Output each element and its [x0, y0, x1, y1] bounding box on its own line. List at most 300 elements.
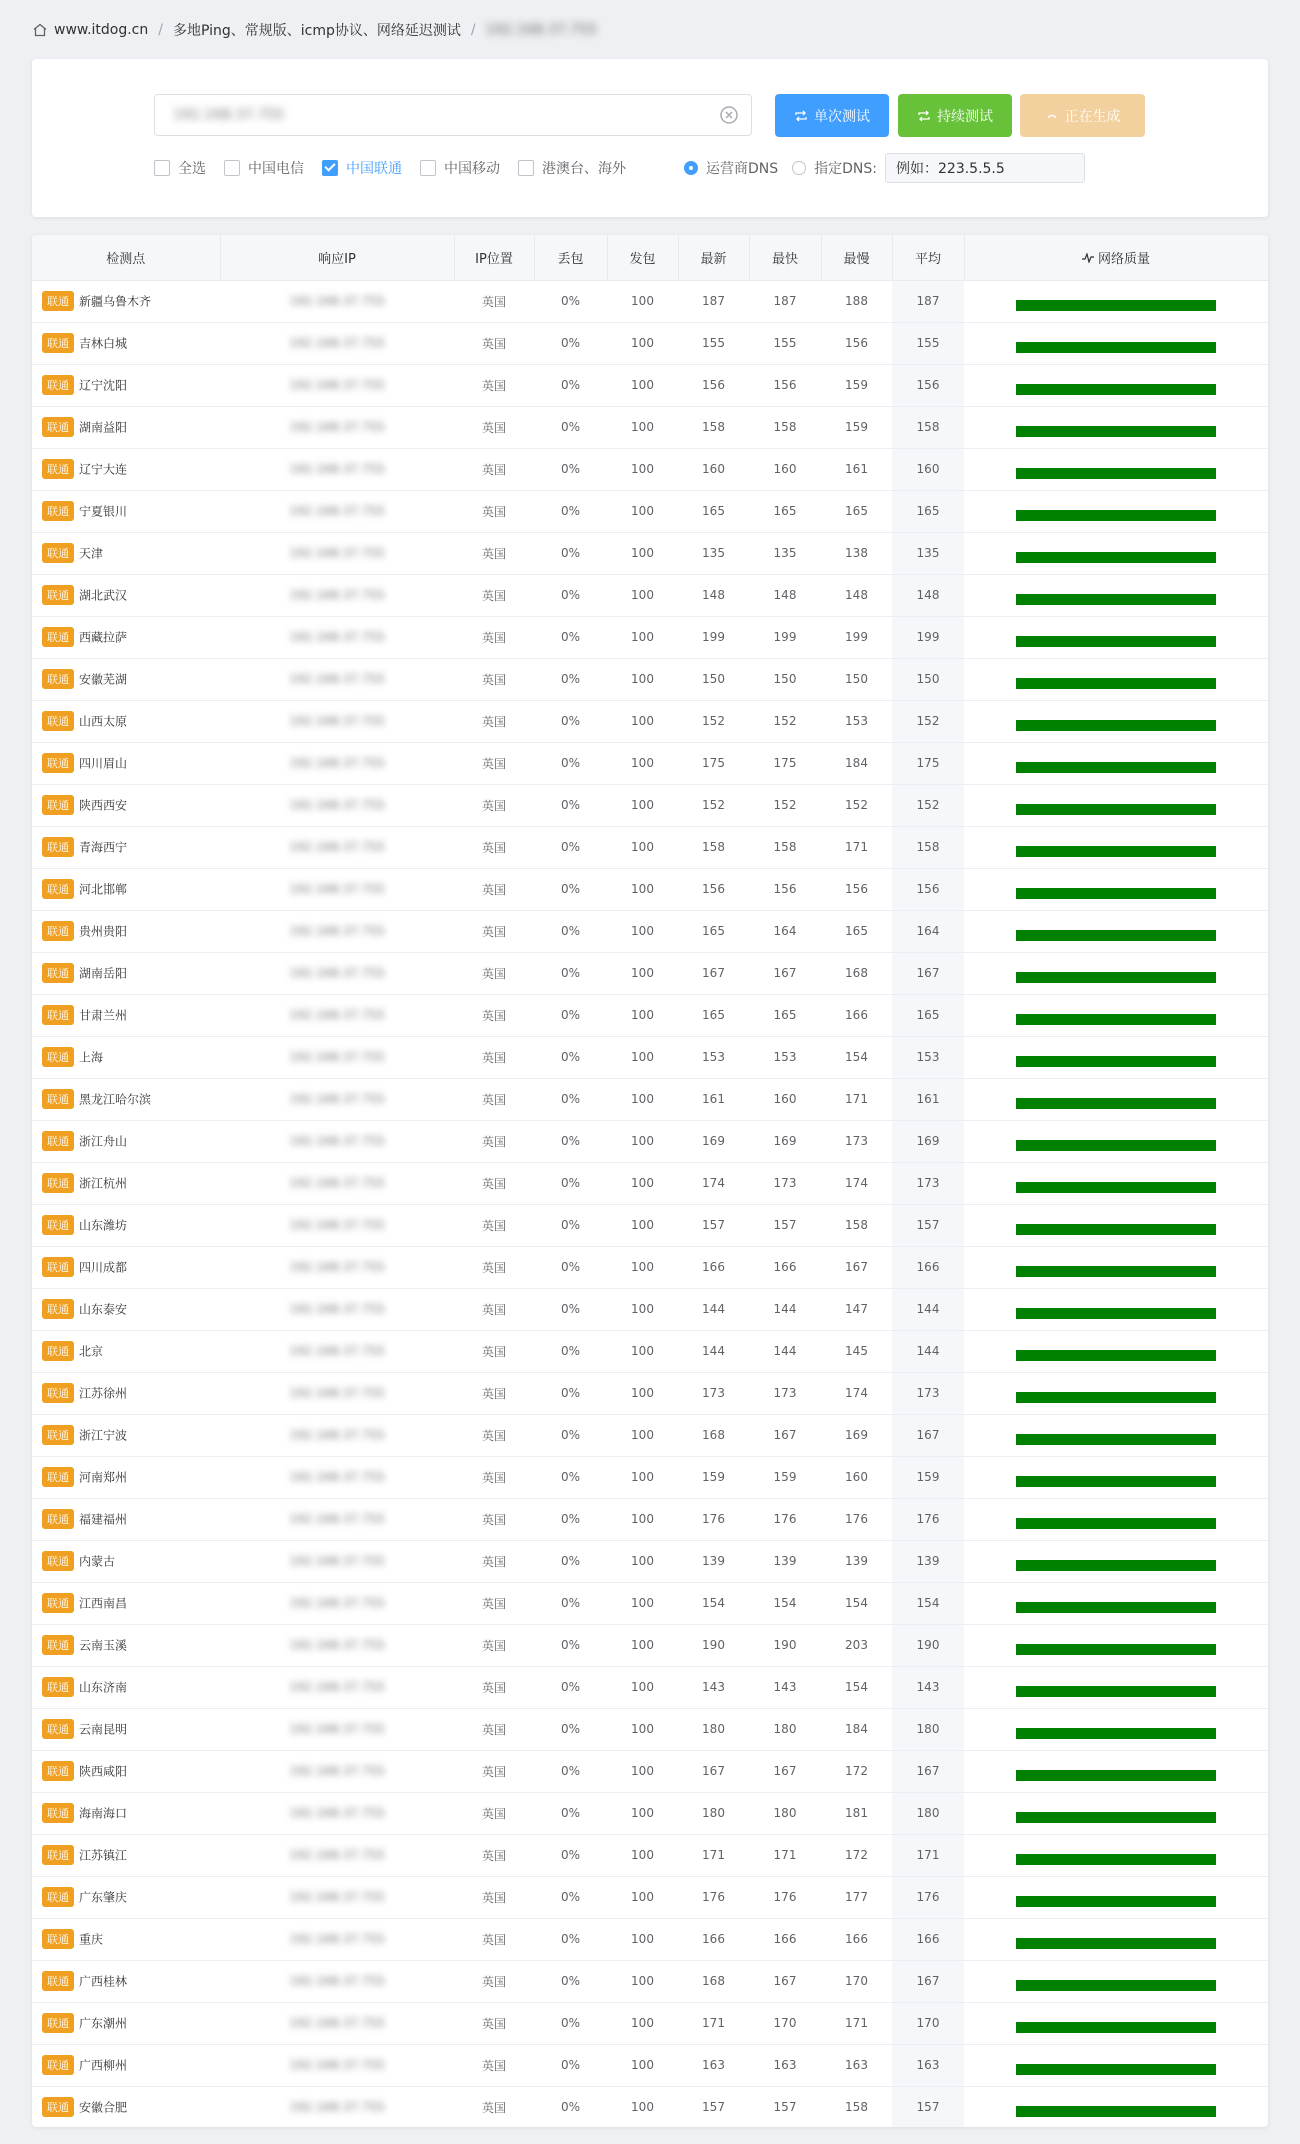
loss-cell: 0%	[534, 1750, 607, 1792]
response-ip-cell	[220, 2044, 454, 2086]
latest-cell: 166	[678, 1246, 749, 1288]
quality-cell	[964, 1204, 1268, 1246]
slowest-cell: 188	[821, 280, 892, 322]
loss-cell: 0%	[534, 910, 607, 952]
response-ip: 192.168.37.755	[289, 1176, 385, 1190]
target-input[interactable]	[154, 94, 752, 136]
slowest-cell: 165	[821, 490, 892, 532]
average-cell: 154	[892, 1582, 964, 1624]
quality-bar	[1016, 1266, 1216, 1277]
checkbox-box[interactable]	[518, 160, 534, 176]
response-ip: 192.168.37.755	[289, 1890, 385, 1904]
latest-cell: 156	[678, 364, 749, 406]
fastest-cell: 166	[749, 1246, 821, 1288]
quality-bar	[1016, 1182, 1216, 1193]
ip-location-cell: 英国	[454, 1162, 534, 1204]
ip-location-cell: 英国	[454, 826, 534, 868]
header-fastest: 最快	[749, 235, 821, 280]
latest-cell: 165	[678, 910, 749, 952]
average-cell: 135	[892, 532, 964, 574]
location-name: 广西桂林	[79, 1974, 128, 1989]
quality-bar	[1016, 930, 1216, 941]
generating-label: 正在生成	[1064, 108, 1121, 125]
response-ip: 192.168.37.755	[289, 1764, 385, 1778]
location-cell	[32, 280, 220, 322]
response-ip-cell	[220, 700, 454, 742]
quality-bar	[1016, 1308, 1216, 1319]
sent-cell: 100	[607, 616, 678, 658]
sent-cell: 100	[607, 1204, 678, 1246]
checkbox-box[interactable]	[224, 160, 240, 176]
quality-cell	[964, 490, 1268, 532]
table-row	[32, 868, 1268, 910]
checkbox-unicom[interactable]	[322, 158, 402, 178]
response-ip: 192.168.37.755	[289, 1932, 385, 1946]
quality-bar	[1016, 1560, 1216, 1571]
checkbox-label: 中国电信	[248, 161, 304, 177]
checkbox-box-checked[interactable]	[322, 160, 338, 176]
isp-badge: 联通	[42, 1047, 74, 1067]
latest-cell: 176	[678, 1876, 749, 1918]
ip-location-cell: 英国	[454, 1582, 534, 1624]
continuous-test-button[interactable]	[898, 94, 1012, 137]
fastest-cell: 160	[749, 1078, 821, 1120]
isp-badge: 联通	[42, 753, 74, 773]
quality-bar	[1016, 1854, 1216, 1865]
response-ip: 192.168.37.755	[289, 1050, 385, 1064]
average-cell: 152	[892, 784, 964, 826]
location-cell	[32, 1498, 220, 1540]
sent-cell: 100	[607, 1288, 678, 1330]
ip-location-cell: 英国	[454, 742, 534, 784]
latest-cell: 180	[678, 1708, 749, 1750]
loss-cell: 0%	[534, 280, 607, 322]
sent-cell: 100	[607, 490, 678, 532]
slowest-cell: 165	[821, 910, 892, 952]
response-ip: 192.168.37.755	[289, 798, 385, 812]
sent-cell: 100	[607, 1498, 678, 1540]
home-icon[interactable]	[32, 22, 48, 38]
quality-cell	[964, 1918, 1268, 1960]
location-name: 广东潮州	[79, 2016, 128, 2031]
quality-bar	[1016, 1098, 1216, 1109]
response-ip: 192.168.37.755	[289, 1554, 385, 1568]
slowest-cell: 203	[821, 1624, 892, 1666]
response-ip-cell	[220, 658, 454, 700]
quality-bar	[1016, 1224, 1216, 1235]
fastest-cell: 153	[749, 1036, 821, 1078]
quality-cell	[964, 1330, 1268, 1372]
loss-cell: 0%	[534, 1708, 607, 1750]
quality-cell	[964, 1876, 1268, 1918]
location-name: 湖北武汉	[79, 588, 128, 603]
average-cell: 157	[892, 1204, 964, 1246]
latest-cell: 161	[678, 1078, 749, 1120]
table-row	[32, 1414, 1268, 1456]
location-name: 陕西西安	[79, 798, 128, 813]
location-name: 安徽芜湖	[79, 672, 128, 687]
loss-cell: 0%	[534, 1246, 607, 1288]
location-name: 陕西咸阳	[79, 1764, 128, 1779]
isp-badge: 联通	[42, 963, 74, 983]
location-cell	[32, 1918, 220, 1960]
fastest-cell: 143	[749, 1666, 821, 1708]
sent-cell: 100	[607, 574, 678, 616]
average-cell: 153	[892, 1036, 964, 1078]
fastest-cell: 148	[749, 574, 821, 616]
sent-cell: 100	[607, 532, 678, 574]
quality-bar	[1016, 1434, 1216, 1445]
quality-cell	[964, 1960, 1268, 2002]
location-name: 江苏镇江	[79, 1848, 128, 1863]
slowest-cell: 148	[821, 574, 892, 616]
ip-location-cell: 英国	[454, 1204, 534, 1246]
latest-cell: 171	[678, 1834, 749, 1876]
location-name: 山东泰安	[79, 1302, 128, 1317]
latest-cell: 150	[678, 658, 749, 700]
response-ip: 192.168.37.755	[289, 1344, 385, 1358]
ip-location-cell: 英国	[454, 406, 534, 448]
checkbox-mobile[interactable]	[420, 158, 500, 178]
ip-location-cell: 英国	[454, 1372, 534, 1414]
response-ip: 192.168.37.755	[289, 336, 385, 350]
average-cell: 176	[892, 1876, 964, 1918]
loading-icon	[1045, 109, 1059, 123]
checkbox-label: 中国联通	[346, 161, 402, 177]
average-cell: 167	[892, 1960, 964, 2002]
ip-location-cell: 英国	[454, 532, 534, 574]
checkbox-telecom[interactable]	[224, 158, 304, 178]
response-ip-cell	[220, 490, 454, 532]
fastest-cell: 163	[749, 2044, 821, 2086]
table-row	[32, 490, 1268, 532]
radio-dot-selected[interactable]	[684, 161, 698, 175]
quality-bar	[1016, 2106, 1216, 2117]
latest-cell: 175	[678, 742, 749, 784]
average-cell: 157	[892, 2086, 964, 2127]
isp-badge: 联通	[42, 1299, 74, 1319]
quality-bar	[1016, 468, 1216, 479]
quality-bar	[1016, 552, 1216, 563]
response-ip: 192.168.37.755	[289, 1848, 385, 1862]
checkbox-box[interactable]	[420, 160, 436, 176]
location-cell	[32, 322, 220, 364]
response-ip: 192.168.37.755	[289, 672, 385, 686]
filter-bar	[154, 157, 1085, 179]
latest-cell: 157	[678, 2086, 749, 2127]
location-name: 浙江宁波	[79, 1428, 128, 1443]
location-cell	[32, 1792, 220, 1834]
loss-cell: 0%	[534, 448, 607, 490]
loss-cell: 0%	[534, 1078, 607, 1120]
response-ip-cell	[220, 1162, 454, 1204]
sent-cell: 100	[607, 1792, 678, 1834]
response-ip-cell	[220, 1792, 454, 1834]
sent-cell: 100	[607, 910, 678, 952]
latest-cell: 167	[678, 952, 749, 994]
quality-cell	[964, 1624, 1268, 1666]
table-row	[32, 1918, 1268, 1960]
response-ip: 192.168.37.755	[289, 462, 385, 476]
isp-badge: 联通	[42, 1593, 74, 1613]
table-row	[32, 1078, 1268, 1120]
quality-bar	[1016, 1980, 1216, 1991]
sent-cell: 100	[607, 1540, 678, 1582]
response-ip: 192.168.37.755	[289, 294, 385, 308]
location-name: 重庆	[79, 1932, 104, 1947]
latest-cell: 190	[678, 1624, 749, 1666]
latest-cell: 158	[678, 406, 749, 448]
quality-cell	[964, 574, 1268, 616]
repeat-icon	[794, 109, 808, 123]
quality-cell	[964, 1750, 1268, 1792]
table-row	[32, 280, 1268, 322]
ip-location-cell: 英国	[454, 1498, 534, 1540]
quality-bar	[1016, 2022, 1216, 2033]
slowest-cell: 156	[821, 322, 892, 364]
breadcrumb	[32, 18, 597, 42]
average-cell: 150	[892, 658, 964, 700]
loss-cell: 0%	[534, 490, 607, 532]
location-name: 内蒙古	[79, 1554, 116, 1569]
sent-cell: 100	[607, 1246, 678, 1288]
clear-icon[interactable]	[719, 105, 739, 125]
latest-cell: 167	[678, 1750, 749, 1792]
average-cell: 158	[892, 826, 964, 868]
slowest-cell: 169	[821, 1414, 892, 1456]
response-ip-cell	[220, 742, 454, 784]
response-ip: 192.168.37.755	[289, 504, 385, 518]
location-cell	[32, 1414, 220, 1456]
response-ip-cell	[220, 1624, 454, 1666]
sent-cell: 100	[607, 2002, 678, 2044]
response-ip: 192.168.37.755	[289, 1302, 385, 1316]
table-row	[32, 406, 1268, 448]
quality-bar	[1016, 804, 1216, 815]
average-cell: 199	[892, 616, 964, 658]
checkbox-select-all[interactable]	[154, 158, 206, 178]
response-ip-cell	[220, 1036, 454, 1078]
latest-cell: 144	[678, 1288, 749, 1330]
sent-cell: 100	[607, 952, 678, 994]
sent-cell: 100	[607, 826, 678, 868]
latest-cell: 139	[678, 1540, 749, 1582]
response-ip-cell	[220, 1288, 454, 1330]
ip-location-cell: 英国	[454, 952, 534, 994]
quality-bar	[1016, 594, 1216, 605]
slowest-cell: 163	[821, 2044, 892, 2086]
slowest-cell: 159	[821, 364, 892, 406]
ip-location-cell: 英国	[454, 1330, 534, 1372]
header-loss: 丢包	[534, 235, 607, 280]
latest-cell: 165	[678, 994, 749, 1036]
location-name: 青海西宁	[79, 840, 128, 855]
response-ip: 192.168.37.755	[289, 1596, 385, 1610]
checkbox-box[interactable]	[154, 160, 170, 176]
quality-bar	[1016, 300, 1216, 311]
fastest-cell: 180	[749, 1708, 821, 1750]
latest-cell: 144	[678, 1330, 749, 1372]
fastest-cell: 173	[749, 1162, 821, 1204]
ip-location-cell: 英国	[454, 1120, 534, 1162]
sent-cell: 100	[607, 1414, 678, 1456]
average-cell: 173	[892, 1162, 964, 1204]
breadcrumb-page[interactable]: 多地Ping、常规版、icmp协议、网络延迟测试	[172, 23, 461, 39]
isp-badge: 联通	[42, 1425, 74, 1445]
average-cell: 171	[892, 1834, 964, 1876]
table-row	[32, 1036, 1268, 1078]
isp-badge: 联通	[42, 627, 74, 647]
average-cell: 175	[892, 742, 964, 784]
loss-cell: 0%	[534, 364, 607, 406]
response-ip: 192.168.37.755	[289, 756, 385, 770]
isp-badge: 联通	[42, 585, 74, 605]
location-name: 浙江舟山	[79, 1134, 128, 1149]
quality-cell	[964, 1120, 1268, 1162]
slowest-cell: 158	[821, 2086, 892, 2127]
isp-badge: 联通	[42, 1971, 74, 1991]
fastest-cell: 154	[749, 1582, 821, 1624]
ip-location-cell: 英国	[454, 1708, 534, 1750]
loss-cell: 0%	[534, 700, 607, 742]
isp-badge: 联通	[42, 1677, 74, 1697]
results-table	[32, 235, 1268, 2127]
response-ip: 192.168.37.755	[289, 1638, 385, 1652]
slowest-cell: 154	[821, 1036, 892, 1078]
table-row	[32, 2044, 1268, 2086]
location-cell	[32, 1540, 220, 1582]
custom-dns-input[interactable]	[885, 153, 1085, 183]
table-row	[32, 1330, 1268, 1372]
isp-badge: 联通	[42, 417, 74, 437]
slowest-cell: 171	[821, 1078, 892, 1120]
average-cell: 180	[892, 1708, 964, 1750]
latest-cell: 173	[678, 1372, 749, 1414]
radio-dot[interactable]	[792, 161, 806, 175]
table-row	[32, 700, 1268, 742]
location-name: 辽宁沈阳	[79, 378, 128, 393]
location-name: 甘肃兰州	[79, 1008, 128, 1023]
quality-bar	[1016, 1014, 1216, 1025]
latest-cell: 158	[678, 826, 749, 868]
table-row	[32, 826, 1268, 868]
response-ip-cell	[220, 1876, 454, 1918]
quality-cell	[964, 2044, 1268, 2086]
response-ip-cell	[220, 1834, 454, 1876]
target-input-value: 192.168.37.755	[173, 107, 285, 123]
location-cell	[32, 868, 220, 910]
slowest-cell: 173	[821, 1120, 892, 1162]
quality-cell	[964, 910, 1268, 952]
fastest-cell: 176	[749, 1876, 821, 1918]
loss-cell: 0%	[534, 1204, 607, 1246]
checkbox-overseas[interactable]	[518, 158, 626, 178]
radio-custom-dns[interactable]	[792, 158, 877, 178]
location-name: 福建福州	[79, 1512, 128, 1527]
fastest-cell: 159	[749, 1456, 821, 1498]
latest-cell: 160	[678, 448, 749, 490]
location-name: 海南海口	[79, 1806, 128, 1821]
quality-bar	[1016, 762, 1216, 773]
fastest-cell: 171	[749, 1834, 821, 1876]
radio-isp-dns[interactable]	[684, 158, 778, 178]
quality-cell	[964, 280, 1268, 322]
slowest-cell: 159	[821, 406, 892, 448]
fastest-cell: 158	[749, 826, 821, 868]
location-cell	[32, 1876, 220, 1918]
ip-location-cell: 英国	[454, 1960, 534, 2002]
latest-cell: 174	[678, 1162, 749, 1204]
isp-badge: 联通	[42, 2013, 74, 2033]
location-name: 湖南益阳	[79, 420, 128, 435]
average-cell: 144	[892, 1288, 964, 1330]
location-name: 山东潍坊	[79, 1218, 128, 1233]
latest-cell: 165	[678, 490, 749, 532]
fastest-cell: 199	[749, 616, 821, 658]
table-row	[32, 1792, 1268, 1834]
fastest-cell: 152	[749, 784, 821, 826]
generating-button[interactable]	[1020, 94, 1145, 137]
sent-cell: 100	[607, 1666, 678, 1708]
fastest-cell: 157	[749, 1204, 821, 1246]
ip-location-cell: 英国	[454, 490, 534, 532]
latest-cell: 180	[678, 1792, 749, 1834]
header-response-ip: 响应IP	[220, 235, 454, 280]
quality-cell	[964, 1540, 1268, 1582]
response-ip: 192.168.37.755	[289, 1470, 385, 1484]
header-average: 平均	[892, 235, 964, 280]
location-cell	[32, 490, 220, 532]
quality-bar	[1016, 1056, 1216, 1067]
sent-cell: 100	[607, 1330, 678, 1372]
response-ip: 192.168.37.755	[289, 1008, 385, 1022]
isp-badge: 联通	[42, 1215, 74, 1235]
isp-badge: 联通	[42, 1635, 74, 1655]
location-cell	[32, 1666, 220, 1708]
sent-cell: 100	[607, 700, 678, 742]
quality-cell	[964, 1288, 1268, 1330]
location-name: 云南昆明	[79, 1722, 128, 1737]
quality-cell	[964, 406, 1268, 448]
location-name: 安徽合肥	[79, 2100, 128, 2115]
response-ip-cell	[220, 616, 454, 658]
fastest-cell: 157	[749, 2086, 821, 2127]
single-test-button[interactable]	[775, 94, 889, 137]
location-cell	[32, 448, 220, 490]
location-name: 西藏拉萨	[79, 630, 128, 645]
sent-cell: 100	[607, 1456, 678, 1498]
loss-cell: 0%	[534, 1330, 607, 1372]
checkbox-label: 港澳台、海外	[542, 161, 626, 177]
isp-badge: 联通	[42, 1761, 74, 1781]
table-row	[32, 1540, 1268, 1582]
average-cell: 156	[892, 364, 964, 406]
response-ip: 192.168.37.755	[289, 966, 385, 980]
quality-cell	[964, 994, 1268, 1036]
location-cell	[32, 1162, 220, 1204]
average-cell: 155	[892, 322, 964, 364]
response-ip-cell	[220, 1414, 454, 1456]
location-cell	[32, 742, 220, 784]
quality-bar	[1016, 1686, 1216, 1697]
response-ip: 192.168.37.755	[289, 882, 385, 896]
fastest-cell: 158	[749, 406, 821, 448]
slowest-cell: 171	[821, 826, 892, 868]
table-row	[32, 1204, 1268, 1246]
breadcrumb-site[interactable]: www.itdog.cn	[54, 22, 149, 38]
latest-cell: 171	[678, 2002, 749, 2044]
response-ip: 192.168.37.755	[289, 924, 385, 938]
